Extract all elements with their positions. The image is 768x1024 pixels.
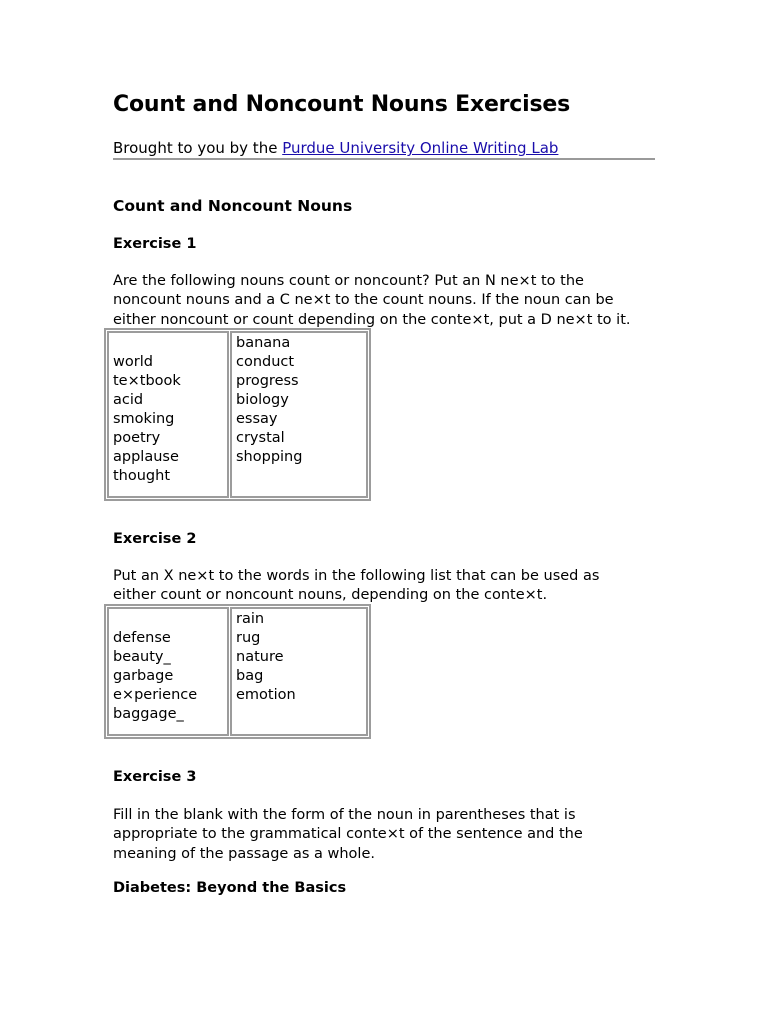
exercise-1-word-table [104, 328, 371, 501]
word-item: garbage [113, 668, 174, 684]
word-item: te×tbook [113, 373, 181, 389]
word-item: acid [113, 392, 144, 408]
word-column-2 [230, 607, 368, 736]
exercise-1-instructions [113, 272, 631, 330]
instruction-line: Put an X ne×t to the words in the following list that can be used as [113, 568, 600, 584]
instruction-line: either count or noncount nouns, depending on the conte×t. [113, 587, 548, 604]
word-item: bag [236, 668, 264, 684]
word-column-2 [230, 331, 368, 498]
instruction-line: either noncount or count depending on the conte×t, put a D ne×t to it. [113, 311, 631, 328]
instruction-line: noncount nouns and a C ne×t to the count nouns. If the noun can be [113, 292, 614, 309]
instruction-line: appropriate to the grammatical conte×t of the sentence and the [113, 826, 583, 843]
word-item: nature [236, 649, 284, 665]
exercise-3-heading: Exercise 3 [113, 769, 197, 785]
byline [113, 139, 655, 160]
exercise-3-instructions [113, 806, 583, 864]
instruction-line: Are the following nouns count or noncount? Put an N ne×t to the [113, 273, 584, 289]
word-item: conduct [236, 354, 295, 370]
word-item: banana [236, 335, 291, 351]
word-item: rain [236, 611, 265, 627]
word-item: rug [236, 630, 261, 646]
word-item: e×perience [113, 687, 198, 703]
byline-prefix: Brought to you by the [113, 139, 283, 157]
word-item: biology [236, 392, 289, 408]
exercise-1-heading: Exercise 1 [113, 236, 197, 252]
word-column-1 [107, 607, 229, 736]
word-item: applause [113, 449, 179, 465]
word-item: thought [113, 468, 171, 484]
word-item: beauty_ [113, 649, 171, 665]
section-heading: Count and Noncount Nouns [113, 197, 353, 215]
word-item: shopping [236, 449, 303, 465]
word-item: emotion [236, 687, 296, 703]
word-item: progress [236, 373, 299, 389]
word-item: essay [236, 411, 278, 427]
word-item: baggage_ [113, 706, 184, 722]
owl-link[interactable]: Purdue University Online Writing Lab [282, 139, 559, 157]
instruction-line: meaning of the passage as a whole. [113, 845, 375, 862]
word-item: poetry [113, 430, 161, 446]
word-item: crystal [236, 430, 285, 446]
word-item: defense [113, 630, 171, 646]
word-column-1 [107, 331, 229, 498]
word-item: smoking [113, 411, 175, 427]
exercise-2-word-table [104, 604, 371, 739]
passage-subheading: Diabetes: Beyond the Basics [113, 880, 347, 896]
instruction-line: Fill in the blank with the form of the noun in parentheses that is [113, 807, 576, 823]
exercise-2-instructions [113, 567, 599, 606]
page-title: Count and Noncount Nouns Exercises [113, 92, 571, 117]
word-item: world [113, 354, 153, 370]
exercise-2-heading: Exercise 2 [113, 531, 197, 547]
